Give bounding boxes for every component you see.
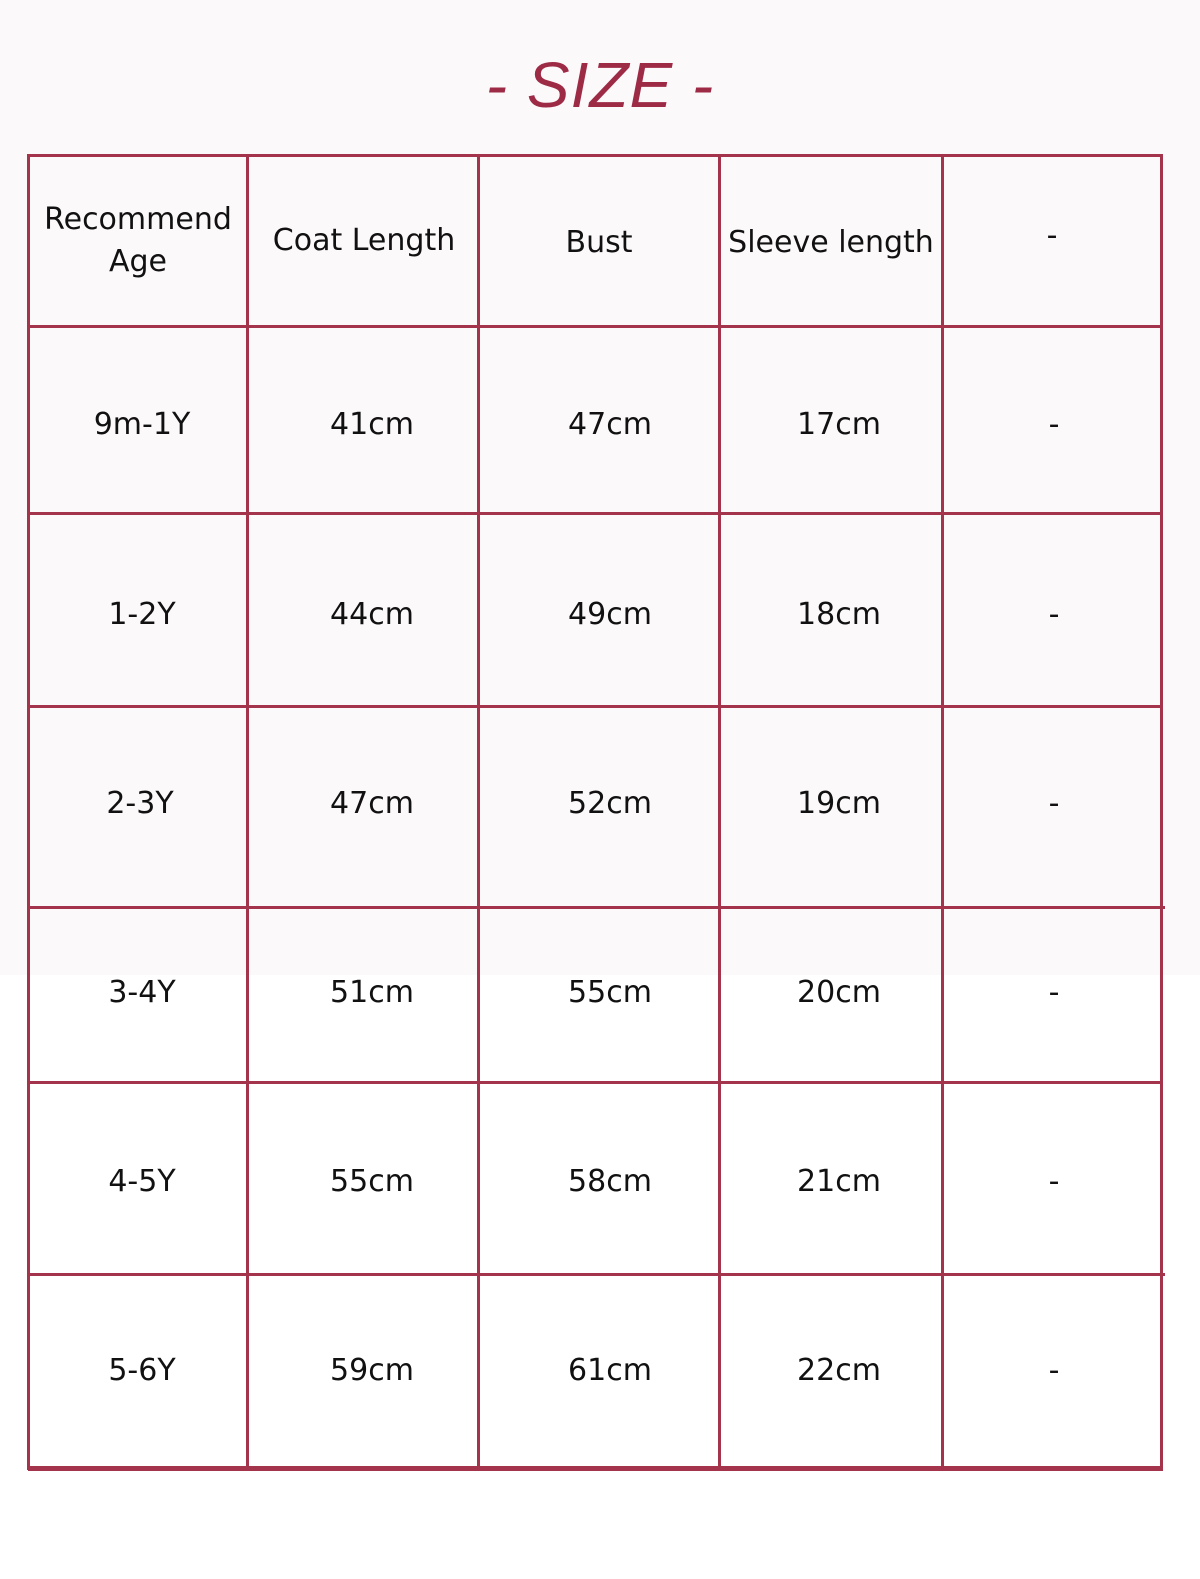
table-cell-coat-length: 51cm [330, 975, 414, 1010]
table-cell-sleeve-length: 17cm [797, 407, 881, 442]
table-cell-age: 2-3Y [106, 786, 174, 821]
table-cell-coat-length: 44cm [330, 597, 414, 632]
table-cell-bust: 55cm [568, 975, 652, 1010]
column-header-sleeve-length: Sleeve length [728, 225, 934, 260]
table-cell-age: 9m-1Y [93, 407, 191, 442]
table-cell-sleeve-length: 20cm [797, 975, 881, 1010]
table-cell-coat-length: 41cm [330, 407, 414, 442]
row-divider [28, 1081, 1163, 1084]
row-divider [28, 512, 1163, 515]
table-cell-bust: 52cm [568, 786, 652, 821]
table-cell-age: 4-5Y [108, 1164, 176, 1199]
table-cell-bust: 47cm [568, 407, 652, 442]
column-header-age: Recommend Age [44, 202, 232, 279]
column-divider [246, 154, 249, 1470]
table-cell-coat-length: 47cm [330, 786, 414, 821]
table-cell-sleeve-length: 19cm [797, 786, 881, 821]
column-header-extra: - [1046, 218, 1058, 253]
table-cell-sleeve-length: 22cm [797, 1353, 881, 1388]
table-cell-bust: 58cm [568, 1164, 652, 1199]
table-cell-extra: - [1048, 1164, 1060, 1199]
table-cell-age: 1-2Y [108, 597, 176, 632]
table-cell-age: 3-4Y [108, 975, 176, 1010]
column-header-coat-length: Coat Length [272, 223, 456, 258]
table-cell-extra: - [1048, 1353, 1060, 1388]
table-cell-extra: - [1048, 407, 1060, 442]
table-cell-extra: - [1048, 786, 1060, 821]
row-divider [28, 705, 1163, 708]
table-cell-age: 5-6Y [108, 1353, 176, 1388]
table-cell-coat-length: 59cm [330, 1353, 414, 1388]
table-cell-bust: 61cm [568, 1353, 652, 1388]
table-border-left [27, 154, 30, 1470]
table-cell-sleeve-length: 21cm [797, 1164, 881, 1199]
table-border-bottom [28, 1466, 1163, 1471]
column-header-bust: Bust [565, 225, 633, 260]
row-divider [28, 325, 1163, 328]
table-cell-extra: - [1048, 975, 1060, 1010]
table-border-top [28, 154, 1163, 157]
table-cell-extra: - [1048, 597, 1060, 632]
row-divider [28, 906, 1165, 909]
row-divider [28, 1273, 1165, 1276]
page-title: - SIZE - [485, 49, 715, 121]
table-cell-coat-length: 55cm [330, 1164, 414, 1199]
table-cell-sleeve-length: 18cm [797, 597, 881, 632]
table-cell-bust: 49cm [568, 597, 652, 632]
